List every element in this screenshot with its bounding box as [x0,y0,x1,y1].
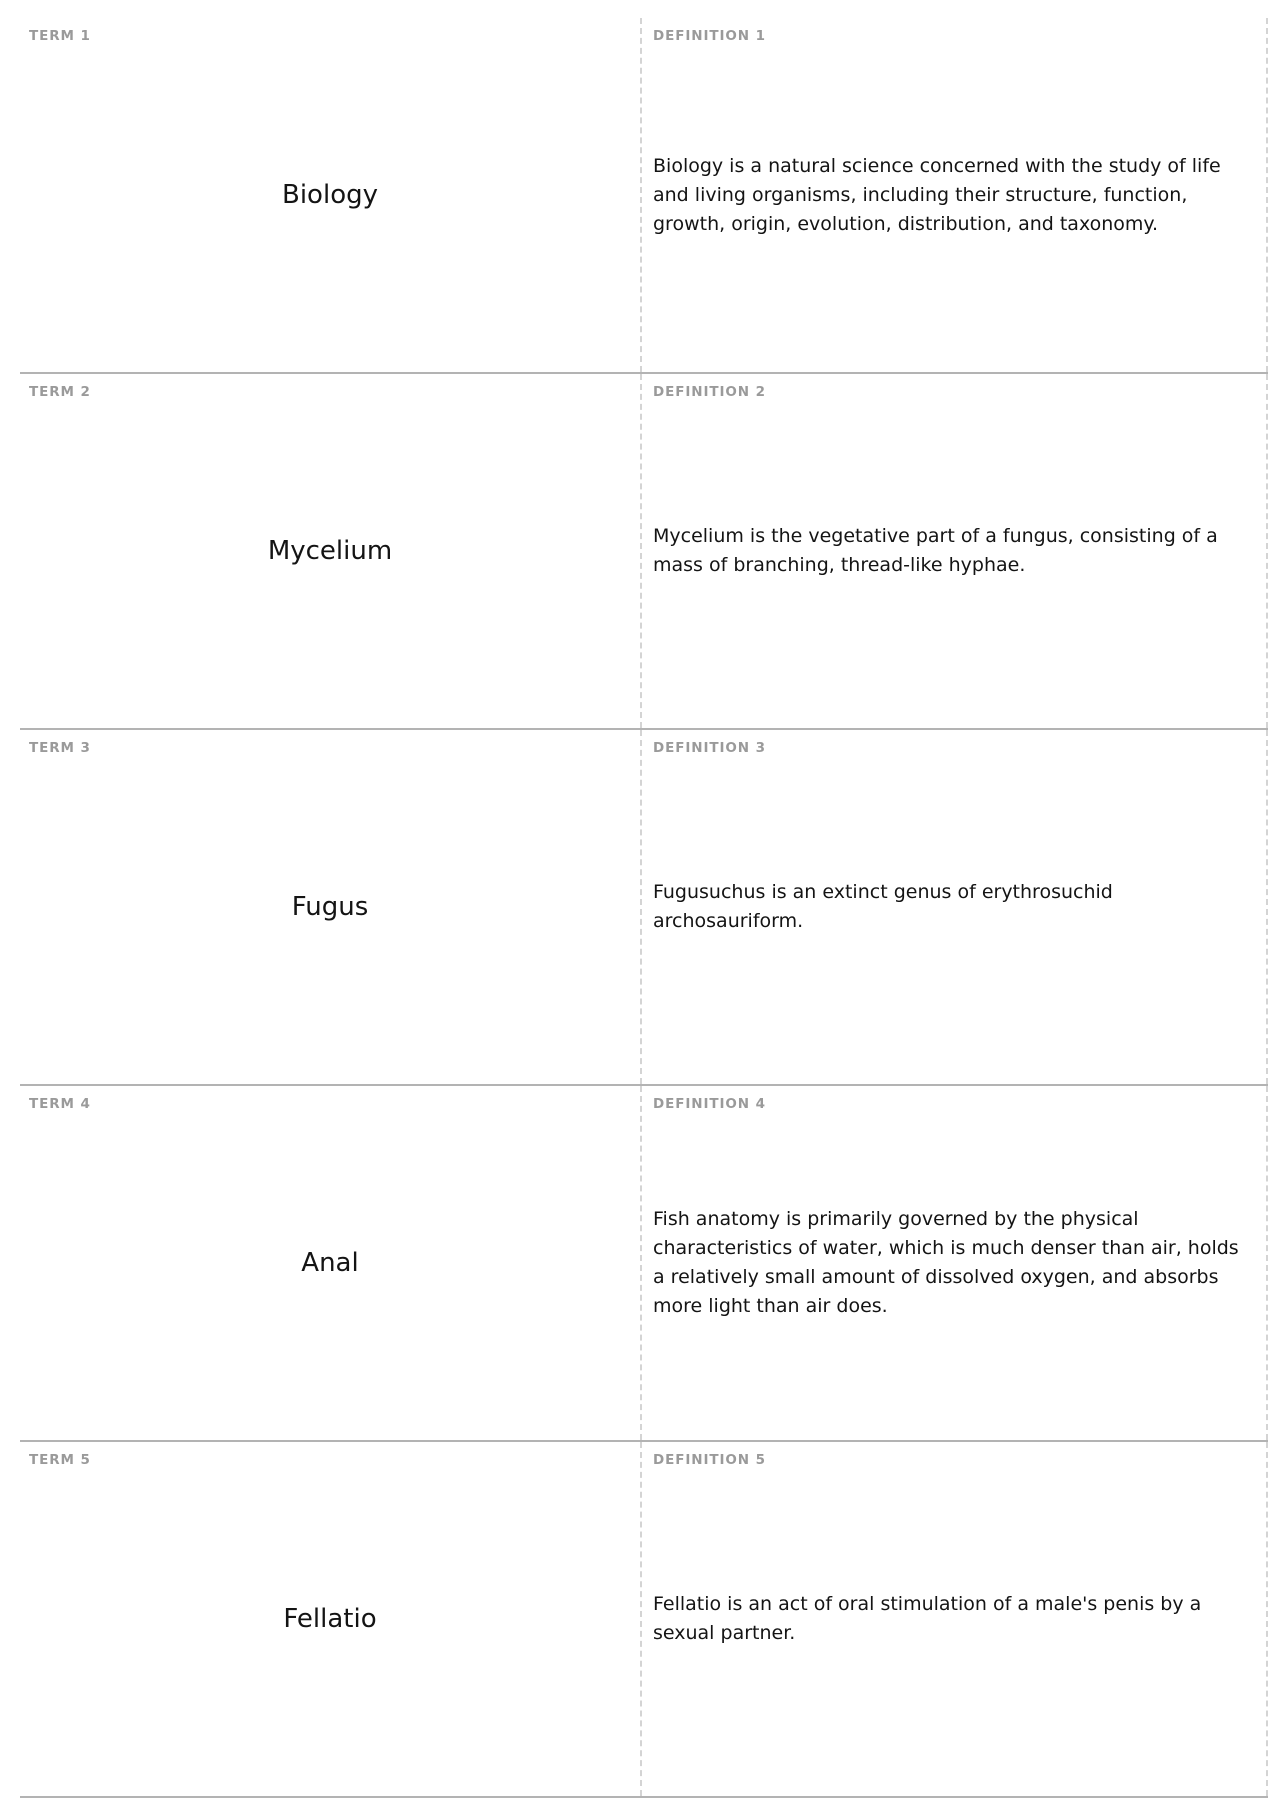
card-row-3 [20,730,1268,1086]
definition-label: DEFINITION 5 [653,1452,766,1468]
term-text: Fugus [291,892,369,922]
definition-cell [642,374,1268,728]
term-text: Fellatio [283,1604,377,1634]
definition-cell [642,1086,1268,1440]
term-cell [20,18,642,372]
term-text: Mycelium [267,536,393,566]
term-label: TERM 5 [29,1452,91,1468]
definition-label: DEFINITION 2 [653,384,766,400]
definition-cell [642,730,1268,1084]
flashcard-sheet [20,18,1268,1798]
definition-cell [642,1442,1268,1796]
definition-text: Fugusuchus is an extinct genus of erythrosuchid archosauriform. [653,881,1113,932]
term-cell [20,1442,642,1796]
card-row-2 [20,374,1268,730]
term-label: TERM 2 [29,384,91,400]
term-cell [20,1086,642,1440]
term-label: TERM 1 [29,28,91,44]
definition-label: DEFINITION 4 [653,1096,766,1112]
definition-text: Mycelium is the vegetative part of a fungus, consisting of a mass of branching, thread-like hyphae. [653,525,1218,576]
term-text: Anal [301,1248,359,1278]
definition-text: Fellatio is an act of oral stimulation of a male's penis by a sexual partner. [653,1593,1202,1644]
definition-text: Fish anatomy is primarily governed by the physical characteristics of water, which is much denser than air, holds a relatively small amount of dissolved oxygen, and absorbs more light than air does. [653,1208,1239,1317]
card-row-1 [20,18,1268,374]
definition-label: DEFINITION 3 [653,740,766,756]
term-label: TERM 3 [29,740,91,756]
term-cell [20,374,642,728]
definition-text: Biology is a natural science concerned with the study of life and living organisms, including their structure, function, growth, origin, evolution, distribution, and taxonomy. [653,154,1221,235]
card-row-4 [20,1086,1268,1442]
card-row-5 [20,1442,1268,1798]
term-label: TERM 4 [29,1096,91,1112]
term-text: Biology [282,180,378,210]
definition-cell [642,18,1268,372]
term-cell [20,730,642,1084]
definition-label: DEFINITION 1 [653,28,766,44]
